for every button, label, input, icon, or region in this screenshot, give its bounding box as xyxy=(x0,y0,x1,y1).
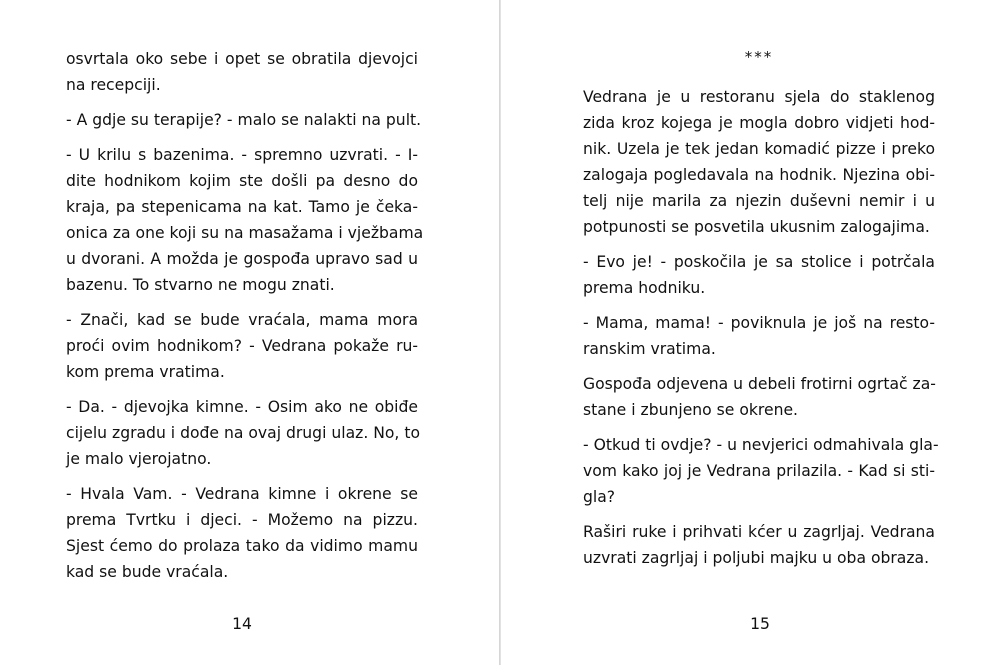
section-break: *** xyxy=(744,48,774,66)
text-line: potpunosti se posvetila ukusnim zalogajima. xyxy=(583,218,930,236)
text-line: cijelu zgradu i dođe na ovaj drugi ulaz. No, to xyxy=(66,424,421,442)
left-page-text xyxy=(66,46,424,594)
text-line: onica za one koji su na masažama i vježbama xyxy=(66,224,424,242)
text-line: Vedrana je u restoranu sjela do staklenog xyxy=(583,88,935,106)
text-line: - Evo je! - poskočila je sa stolice i potrčala xyxy=(583,253,935,271)
paragraph xyxy=(66,107,422,133)
paragraph xyxy=(583,519,935,571)
text-line: zida kroz kojega je mogla dobro vidjeti hod- xyxy=(583,114,935,132)
text-line: vom kako joj je Vedrana prilazila. - Kad si sti- xyxy=(583,462,935,480)
text-line: kad se bude vraćala. xyxy=(66,563,229,581)
text-line: - Otkud ti ovdje? - u nevjerici odmahivala gla- xyxy=(583,436,939,454)
paragraph xyxy=(66,142,424,298)
text-line: - A gdje su terapije? - malo se nalakti na pult. xyxy=(66,111,422,129)
paragraph xyxy=(66,394,421,472)
text-line: prema Tvrtku i djeci. - Možemo na pizzu. xyxy=(66,511,418,529)
text-line: - Znači, kad se bude vraćala, mama mora xyxy=(66,311,418,329)
paragraph xyxy=(583,432,939,510)
right-page-text xyxy=(583,84,939,580)
page-number-right: 15 xyxy=(750,615,770,633)
paragraph xyxy=(66,481,418,585)
text-line: nik. Uzela je tek jedan komadić pizze i preko xyxy=(583,140,935,158)
text-line: je malo vjerojatno. xyxy=(66,450,212,468)
paragraph xyxy=(583,310,935,362)
text-line: u dvorani. A možda je gospođa upravo sad u xyxy=(66,250,418,268)
text-line: kom prema vratima. xyxy=(66,363,225,381)
text-line: - Da. - djevojka kimne. - Osim ako ne obiđe xyxy=(66,398,418,416)
text-line: - Mama, mama! - poviknula je još na resto- xyxy=(583,314,935,332)
paragraph xyxy=(66,46,418,98)
text-line: na recepciji. xyxy=(66,76,161,94)
left-page xyxy=(0,0,499,665)
text-line: ranskim vratima. xyxy=(583,340,716,358)
text-line: prema hodniku. xyxy=(583,279,706,297)
text-line: proći ovim hodnikom? - Vedrana pokaže ru- xyxy=(66,337,418,355)
text-line: Raširi ruke i prihvati kćer u zagrljaj. Vedrana xyxy=(583,523,935,541)
paragraph xyxy=(583,249,935,301)
text-line: Sjest ćemo do prolaza tako da vidimo mamu xyxy=(66,537,418,555)
text-line: dite hodnikom kojim ste došli pa desno do xyxy=(66,172,418,190)
text-line: kraja, pa stepenicama na kat. Tamo je čeka- xyxy=(66,198,418,216)
text-line: osvrtala oko sebe i opet se obratila djevojci xyxy=(66,50,418,68)
text-line: telj nije marila za njezin duševni nemir i u xyxy=(583,192,935,210)
paragraph xyxy=(66,307,418,385)
text-line: stane i zbunjeno se okrene. xyxy=(583,401,799,419)
text-line: bazenu. To stvarno ne mogu znati. xyxy=(66,276,335,294)
paragraph xyxy=(583,84,935,240)
text-line: uzvrati zagrljaj i poljubi majku u oba obraza. xyxy=(583,549,930,567)
text-line: - U krilu s bazenima. - spremno uzvrati. - I- xyxy=(66,146,418,164)
paragraph xyxy=(583,371,935,423)
right-page xyxy=(501,0,1000,665)
text-line: zalogaja pogledavala na hodnik. Njezina obi- xyxy=(583,166,935,184)
text-line: Gospođa odjevena u debeli frotirni ogrtač za- xyxy=(583,375,936,393)
text-line: - Hvala Vam. - Vedrana kimne i okrene se xyxy=(66,485,418,503)
text-line: gla? xyxy=(583,488,616,506)
page-number-left: 14 xyxy=(232,615,252,633)
